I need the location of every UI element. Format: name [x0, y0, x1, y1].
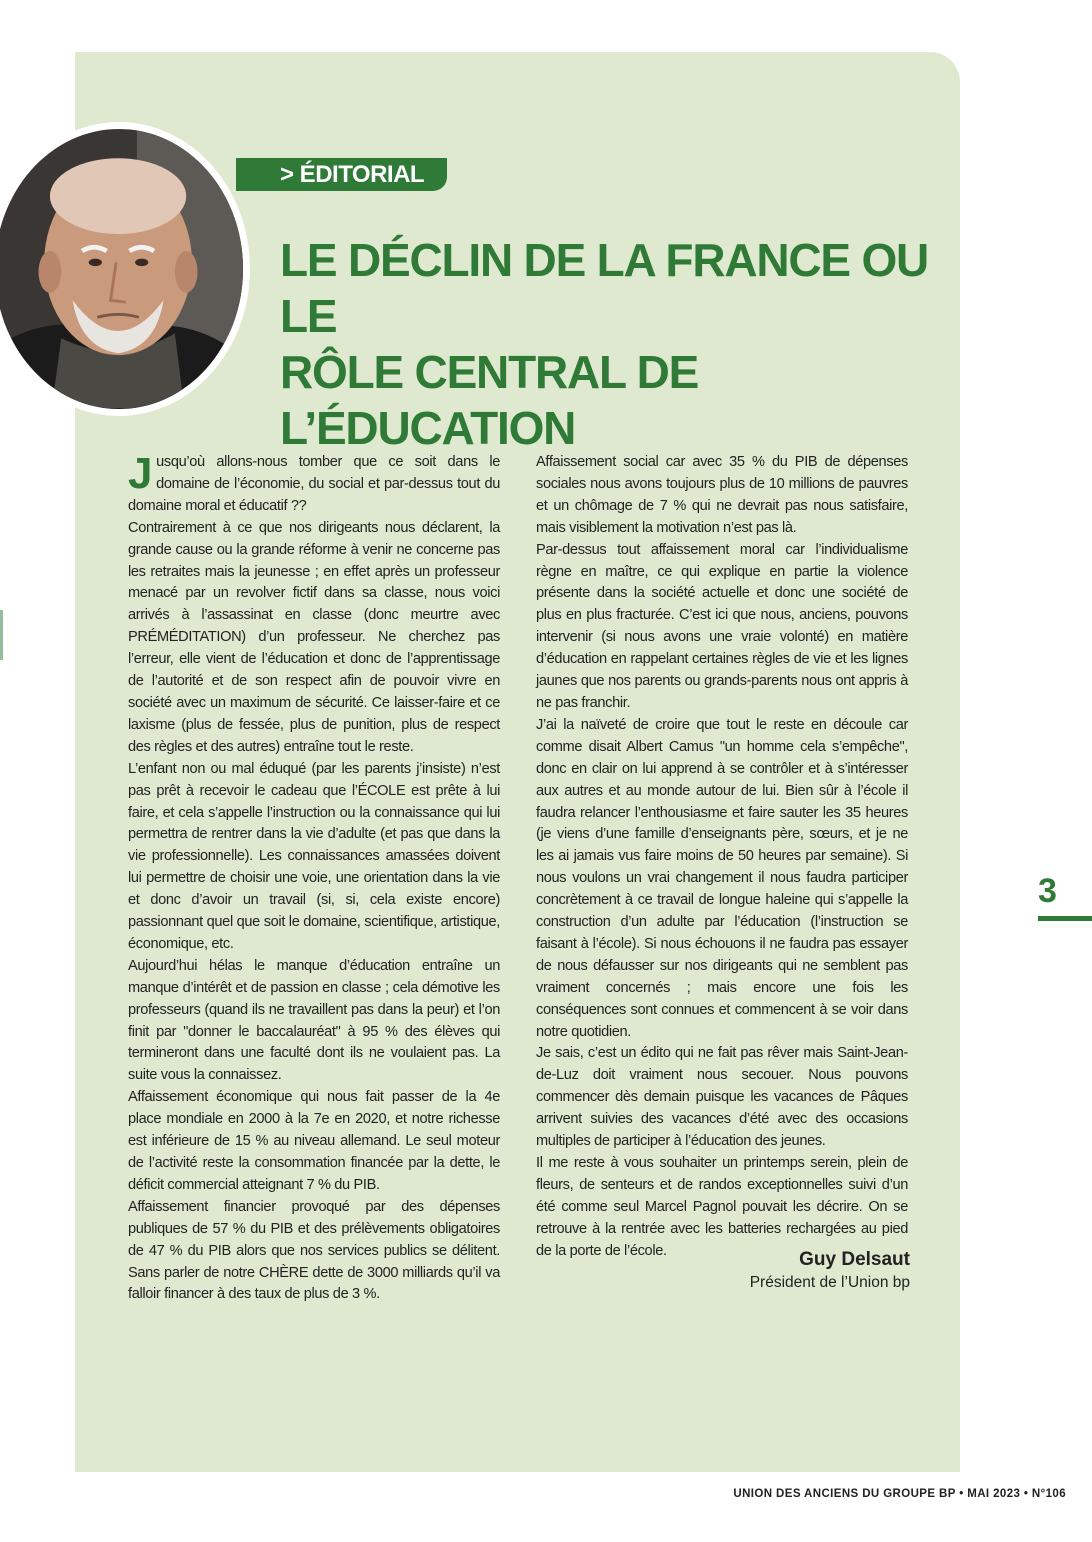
drop-cap: J [128, 449, 153, 498]
paragraph: L’enfant non ou mal éduqué (par les parents j’insiste) n’est pas prêt à recevoir le cadeau que l’ÉCOLE est prête à lui faire, et cela s’appelle l’instruction ou la connaissance qui lui permettra de rentrer dans la vie d’adulte (et pas que dans la vie professionnelle). Les connaissances amassées doivent lui permettre de choisir une voie, une orientation dans la vie et donc d’avoir un travail (si, si, cela existe encore) passionnant quel que soit le domaine, scientifique, artistique, économique, etc. [128, 760, 500, 952]
paragraph: Il me reste à vous souhaiter un printemps serein, plein de fleurs, de senteurs et de randos exceptionnelles suivi d’un été comme seul Marcel Pagnol pouvait les décrire. On se retrouve à la rentrée avec les batteries rechargées au pied de la porte de l’école. [536, 1155, 908, 1259]
title-line-1: LE DÉCLIN DE LA FRANCE OU LE [280, 234, 929, 342]
section-tag-editorial: > ÉDITORIAL [236, 158, 447, 191]
article-left-column [128, 449, 500, 1306]
article-title [280, 232, 940, 456]
paragraph [128, 449, 500, 518]
paragraph: J’ai la naïveté de croire que tout le reste en découle car comme disait Albert Camus "un homme cela s’empêche", donc en clair on lui apprend à se contrôler et à s’intéresser aux autres et au monde autour de lui. Bien sûr à l’école il faudra relancer l’enthousiasme et faire sauter les 35 heures (je viens d’une famille d’enseignants père, sœurs, et je ne les ai jamais vus faire moins de 50 heures par semaine). Si nous voulons un vrai changement il nous faudra participer concrètement à ce travail de longue haleine qui s’appelle la construction d’un adulte par l’éducation (l’instruction se faisant à l’école). Si nous échouons il ne faudra pas essayer de nous défausser sur nos dirigeants qui ne semblent pas vraiment concernés ; mais encore une fois les conséquences sont connues et commencent à se voir dans notre quotidien. [536, 716, 908, 1040]
paragraph: Affaissement social car avec 35 % du PIB de dépenses sociales nous avons toujours plus de 10 millions de pauvres et un chômage de 7 % qui ne devrait pas nous satisfaire, mais visiblement la motivation n’est pas là. [536, 454, 908, 536]
footer-publication-info: UNION DES ANCIENS DU GROUPE BP • MAI 2023 • N°106 [733, 1488, 1066, 1500]
paragraph: Affaissement financier provoqué par des dépenses publiques de 57 % du PIB et des prélèvements obligatoires de 47 % du PIB alors que nos services publics se délitent. Sans parler de notre CHÈRE dette de 3000 milliards qu’il va falloir financer à des taux de plus de 3 %. [128, 1198, 500, 1303]
article-right-column [536, 452, 908, 1263]
page-number: 3 [1038, 872, 1057, 910]
paragraph: Contrairement à ce que nos dirigeants nous déclarent, la grande cause ou la grande réforme à venir ne concerne pas les retraites mais la jeunesse ; en effet après un professeur menacé par un revolver fictif dans sa classe, nous voici arrivés à l’assassinat en classe (donc meurtre avec PRÉMÉDITATION) d’un professeur. Ne cherchez pas l’erreur, elle vient de l’éducation et donc de l’apprentissage de l’autorité et de son respect afin de pouvoir vivre en société avec un maximum de sécurité. Ce laisser-faire et ce laxisme (plus de fessée, plus de punition, plus de respect des règles et des autres) entraîne tout le reste. [128, 519, 500, 755]
page-number-underline [1038, 916, 1092, 921]
author-photo [0, 122, 250, 416]
title-line-2: RÔLE CENTRAL DE L’ÉDUCATION [280, 346, 699, 454]
paragraph: Affaissement économique qui nous fait passer de la 4e place mondiale en 2000 à la 7e en 2020, et notre richesse est inférieure de 15 % au niveau allemand. Le seul moteur de l’activité reste la consommation financée par la dette, le déficit commercial atteignant 7 % du PIB. [128, 1089, 500, 1193]
portrait-illustration [0, 129, 243, 409]
paragraph: Par-dessus tout affaissement moral car l’individualisme règne en maître, ce qui explique en partie la violence présente dans la société actuelle et donc une société de plus en plus fracturée. C’est ici que nous, anciens, pouvons intervenir (si nous avons une vraie volonté) en matière d’éducation en rappelant certaines règles de vie et les lignes jaunes que nos parents ou grands-parents nous ont appris à ne pas franchir. [536, 541, 908, 711]
paragraph: Je sais, c’est un édito qui ne fait pas rêver mais Saint-Jean-de-Luz doit vraiment nous secouer. Nous pouvons commencer dès demain puisque les vacances de Pâques arrivent suivies des vacances d’été avec des occasions multiples de participer à l’éducation des jeunes. [536, 1045, 908, 1150]
paragraph-text: usqu’où allons-nous tomber que ce soit dans le domaine de l’économie, du social et par-dessus tout du domaine moral et éducatif ?? [128, 454, 500, 514]
author-role: Président de l’Union bp [749, 1274, 910, 1291]
signature-block [750, 1248, 910, 1294]
author-name: Guy Delsaut [799, 1249, 910, 1270]
paragraph: Aujourd’hui hélas le manque d’éducation entraîne un manque d’intérêt et de passion en classe ; cela démotive les professeurs (quand ils ne travaillent pas dans la peur) et l’on finit par "donner le baccalauréat" à 95 % des élèves qui termineront dans une faculté dont ils ne voulaient pas. La suite vous la connaissez. [128, 957, 500, 1084]
edge-mark [0, 610, 3, 660]
